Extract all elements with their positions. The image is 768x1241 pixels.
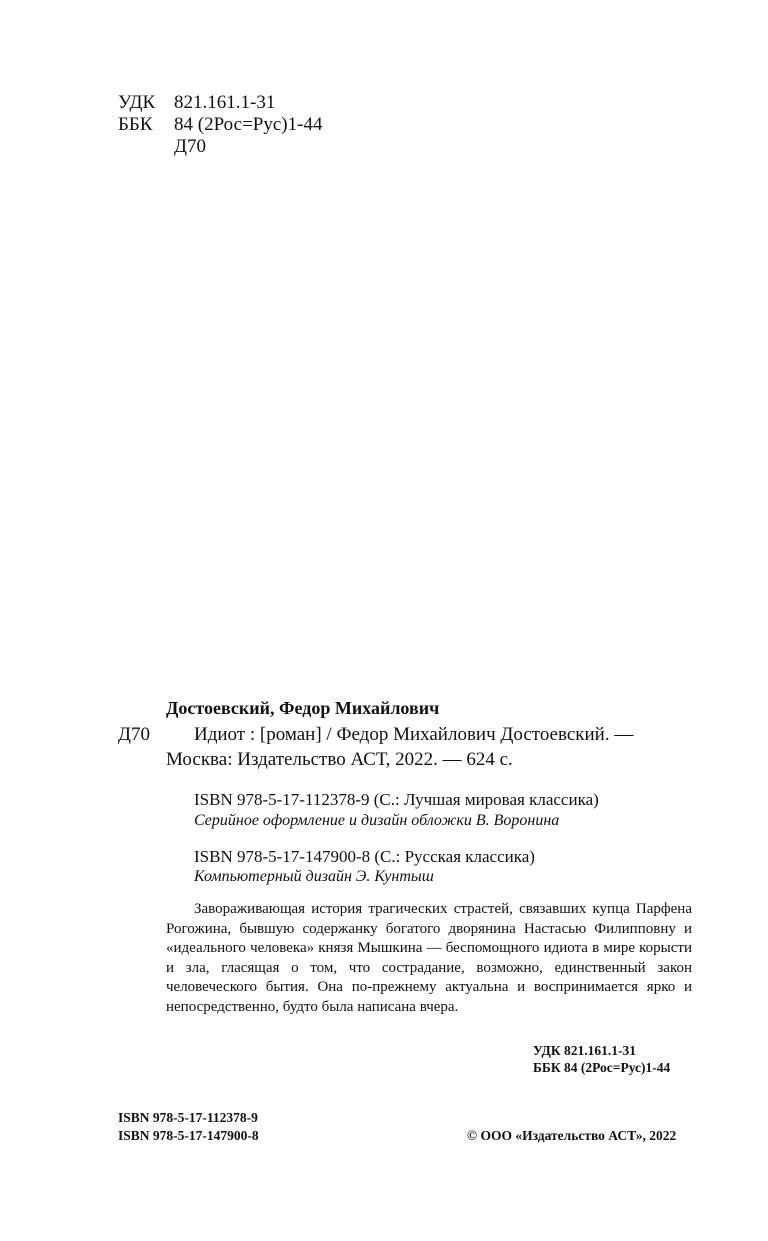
author-mark-top: Д70 — [174, 136, 206, 157]
udk-label: УДК — [118, 92, 156, 113]
udk-bottom: УДК 821.161.1-31 — [533, 1043, 636, 1058]
copyright: © ООО «Издательство АСТ», 2022 — [467, 1128, 677, 1143]
bbk-value: 84 (2Рос=Рус)1-44 — [174, 114, 323, 135]
title-line-2: Москва: Издательство АСТ, 2022. — 624 с. — [166, 749, 513, 770]
bbk-label: ББК — [118, 114, 153, 135]
annotation — [166, 900, 692, 1017]
design-credit-2: Компьютерный дизайн Э. Кунтыш — [194, 868, 434, 885]
udk-value: 821.161.1-31 — [174, 92, 276, 113]
design-credit-1: Серийное оформление и дизайн обложки В. Воронина — [194, 812, 560, 829]
footer-isbn-1: ISBN 978-5-17-112378-9 — [118, 1110, 258, 1125]
annotation-text: Завораживающая история трагических страстей, связавших купца Парфена Рогожина, бывшую содержанку богатого дворянина Настасью Филипповну и «идеального человека» князя Мышкина — беспомощного идиота в мире корысти и зла, гласящая о том, что сострадание, возможно, единственный закон человеческого бытия. Она по-прежнему актуальна и воспринимается ярко и непосредственно, будто была написана вчера. — [166, 901, 692, 1015]
title-line-1: Идиот : [роман] / Федор Михайлович Достоевский. — — [194, 724, 634, 745]
author-heading: Достоевский, Федор Михайлович — [166, 698, 440, 718]
bbk-bottom: ББК 84 (2Рос=Рус)1-44 — [533, 1060, 671, 1075]
isbn-series-2: ISBN 978-5-17-147900-8 (С.: Русская классика) — [194, 847, 535, 866]
author-mark: Д70 — [118, 724, 150, 745]
isbn-series-1: ISBN 978-5-17-112378-9 (С.: Лучшая мировая классика) — [194, 790, 599, 809]
footer-isbn-2: ISBN 978-5-17-147900-8 — [118, 1128, 259, 1143]
